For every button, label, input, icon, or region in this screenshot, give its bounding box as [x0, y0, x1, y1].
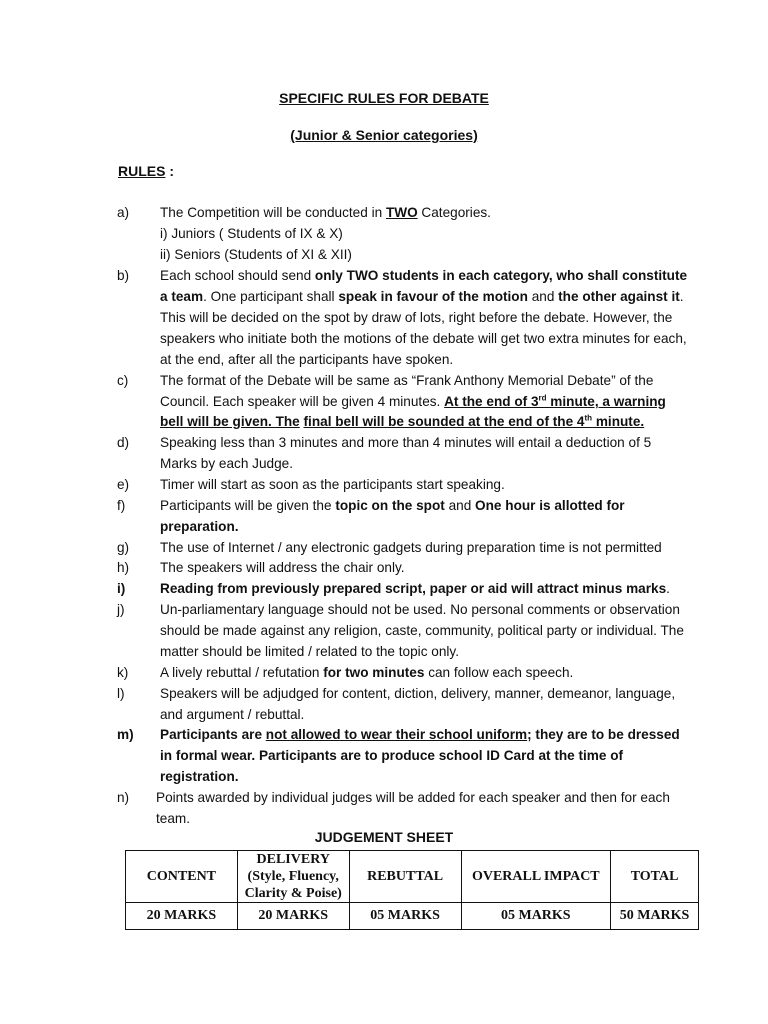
rule-j-line-1: Un-parliamentary language should not be used. No personal comments or observation — [160, 602, 680, 617]
rule-l-line-2: and argument / rebuttal. — [160, 707, 305, 722]
rule-a-line-2: i) Juniors ( Students of IX & X) — [160, 226, 343, 241]
rule-i-marker: i) — [117, 581, 126, 596]
rule-k-marker: k) — [117, 665, 129, 680]
rule-j-marker: j) — [117, 602, 125, 617]
header-delivery: DELIVERY (Style, Fluency, Clarity & Poise) — [237, 851, 349, 903]
rule-a-line-3: ii) Seniors (Students of XI & XII) — [160, 247, 352, 262]
rule-l-line-1: Speakers will be adjudged for content, diction, delivery, manner, demeanor, language, — [160, 686, 676, 701]
rule-e-line-1: Timer will start as soon as the participants start speaking. — [160, 477, 505, 492]
table-header-row — [126, 851, 699, 903]
rule-b-line-1: Each school should send only TWO students in each category, who shall constitute — [160, 268, 688, 283]
rule-f-line-2: preparation. — [160, 519, 239, 534]
rule-m-marker: m) — [117, 727, 134, 742]
rules-heading-colon: : — [165, 163, 175, 179]
value-rebuttal: 05 MARKS — [349, 903, 461, 930]
rules-heading — [118, 163, 174, 179]
rule-m-line-2: in formal wear. Participants are to produce school ID Card at the time of — [160, 748, 624, 763]
rule-b-line-3: This will be decided on the spot by draw of lots, right before the debate. However, the — [160, 310, 673, 325]
rule-i-line-1: Reading from previously prepared script, paper or aid will attract minus marks. — [160, 581, 670, 596]
header-content: CONTENT — [126, 851, 238, 903]
value-total: 50 MARKS — [611, 903, 699, 930]
rule-n-line-1: Points awarded by individual judges will be added for each speaker and then for each — [156, 790, 670, 805]
value-overall-impact: 05 MARKS — [461, 903, 611, 930]
value-delivery: 20 MARKS — [237, 903, 349, 930]
two-emphasis: TWO — [385, 205, 418, 220]
rule-a-line-1: The Competition will be conducted in TWO Categories. — [160, 205, 491, 220]
rule-c-line-3: bell will be given. The final bell will be sounded at the end of the 4th minute. — [160, 413, 645, 429]
rule-b-line-4: speakers who initiate both the motions of the debate will get two extra minutes for each, — [160, 331, 687, 346]
rule-d-line-1: Speaking less than 3 minutes and more than 4 minutes will entail a deduction of 5 — [160, 435, 652, 450]
rule-n-line-2: team. — [156, 811, 190, 826]
rule-h-marker: h) — [117, 560, 130, 575]
rules-heading-text: RULES — [118, 163, 166, 179]
header-total: TOTAL — [611, 851, 699, 903]
rule-g-marker: g) — [117, 540, 130, 555]
document-subtitle: (Junior & Senior categories) — [290, 127, 478, 143]
rule-d-marker: d) — [117, 435, 130, 450]
rule-h-line-1: The speakers will address the chair only. — [160, 560, 405, 575]
judgement-sheet-table — [125, 850, 699, 930]
rule-d-line-2: Marks by each Judge. — [160, 456, 293, 471]
rule-m-line-3: registration. — [160, 769, 239, 784]
rule-n-marker: n) — [117, 790, 130, 805]
table-row — [126, 903, 699, 930]
rule-a-marker: a) — [117, 205, 130, 220]
value-content: 20 MARKS — [126, 903, 238, 930]
judgement-sheet-title: JUDGEMENT SHEET — [314, 829, 454, 845]
rule-j-line-3: matter should be limited / related to the topic only. — [160, 644, 459, 659]
rule-c-line-2: Council. Each speaker will be given 4 minutes. At the end of 3rd minute, a warning — [160, 393, 666, 409]
rule-b-line-2: a team. One participant shall speak in favour of the motion and the other against it. — [160, 289, 684, 304]
rule-l-marker: l) — [117, 686, 125, 701]
header-rebuttal: REBUTTAL — [349, 851, 461, 903]
rule-m-line-1: Participants are not allowed to wear their school uniform; they are to be dressed — [160, 727, 680, 742]
header-overall-impact: OVERALL IMPACT — [461, 851, 611, 903]
rule-b-line-5: at the end, after all the participants have spoken. — [160, 352, 454, 367]
rule-f-line-1: Participants will be given the topic on the spot and One hour is allotted for — [160, 498, 625, 513]
rule-c-line-1: The format of the Debate will be same as “Frank Anthony Memorial Debate” of the — [160, 373, 654, 388]
rule-f-marker: f) — [117, 498, 126, 513]
rule-b-marker: b) — [117, 268, 130, 283]
document-title: SPECIFIC RULES FOR DEBATE — [279, 90, 489, 106]
rule-c-marker: c) — [117, 373, 129, 388]
rule-j-line-2: should be made against any religion, caste, community, political party or individual. The — [160, 623, 684, 638]
rule-e-marker: e) — [117, 477, 130, 492]
rule-g-line-1: The use of Internet / any electronic gadgets during preparation time is not permitted — [160, 540, 662, 555]
rule-k-line-1: A lively rebuttal / refutation for two minutes can follow each speech. — [160, 665, 574, 680]
